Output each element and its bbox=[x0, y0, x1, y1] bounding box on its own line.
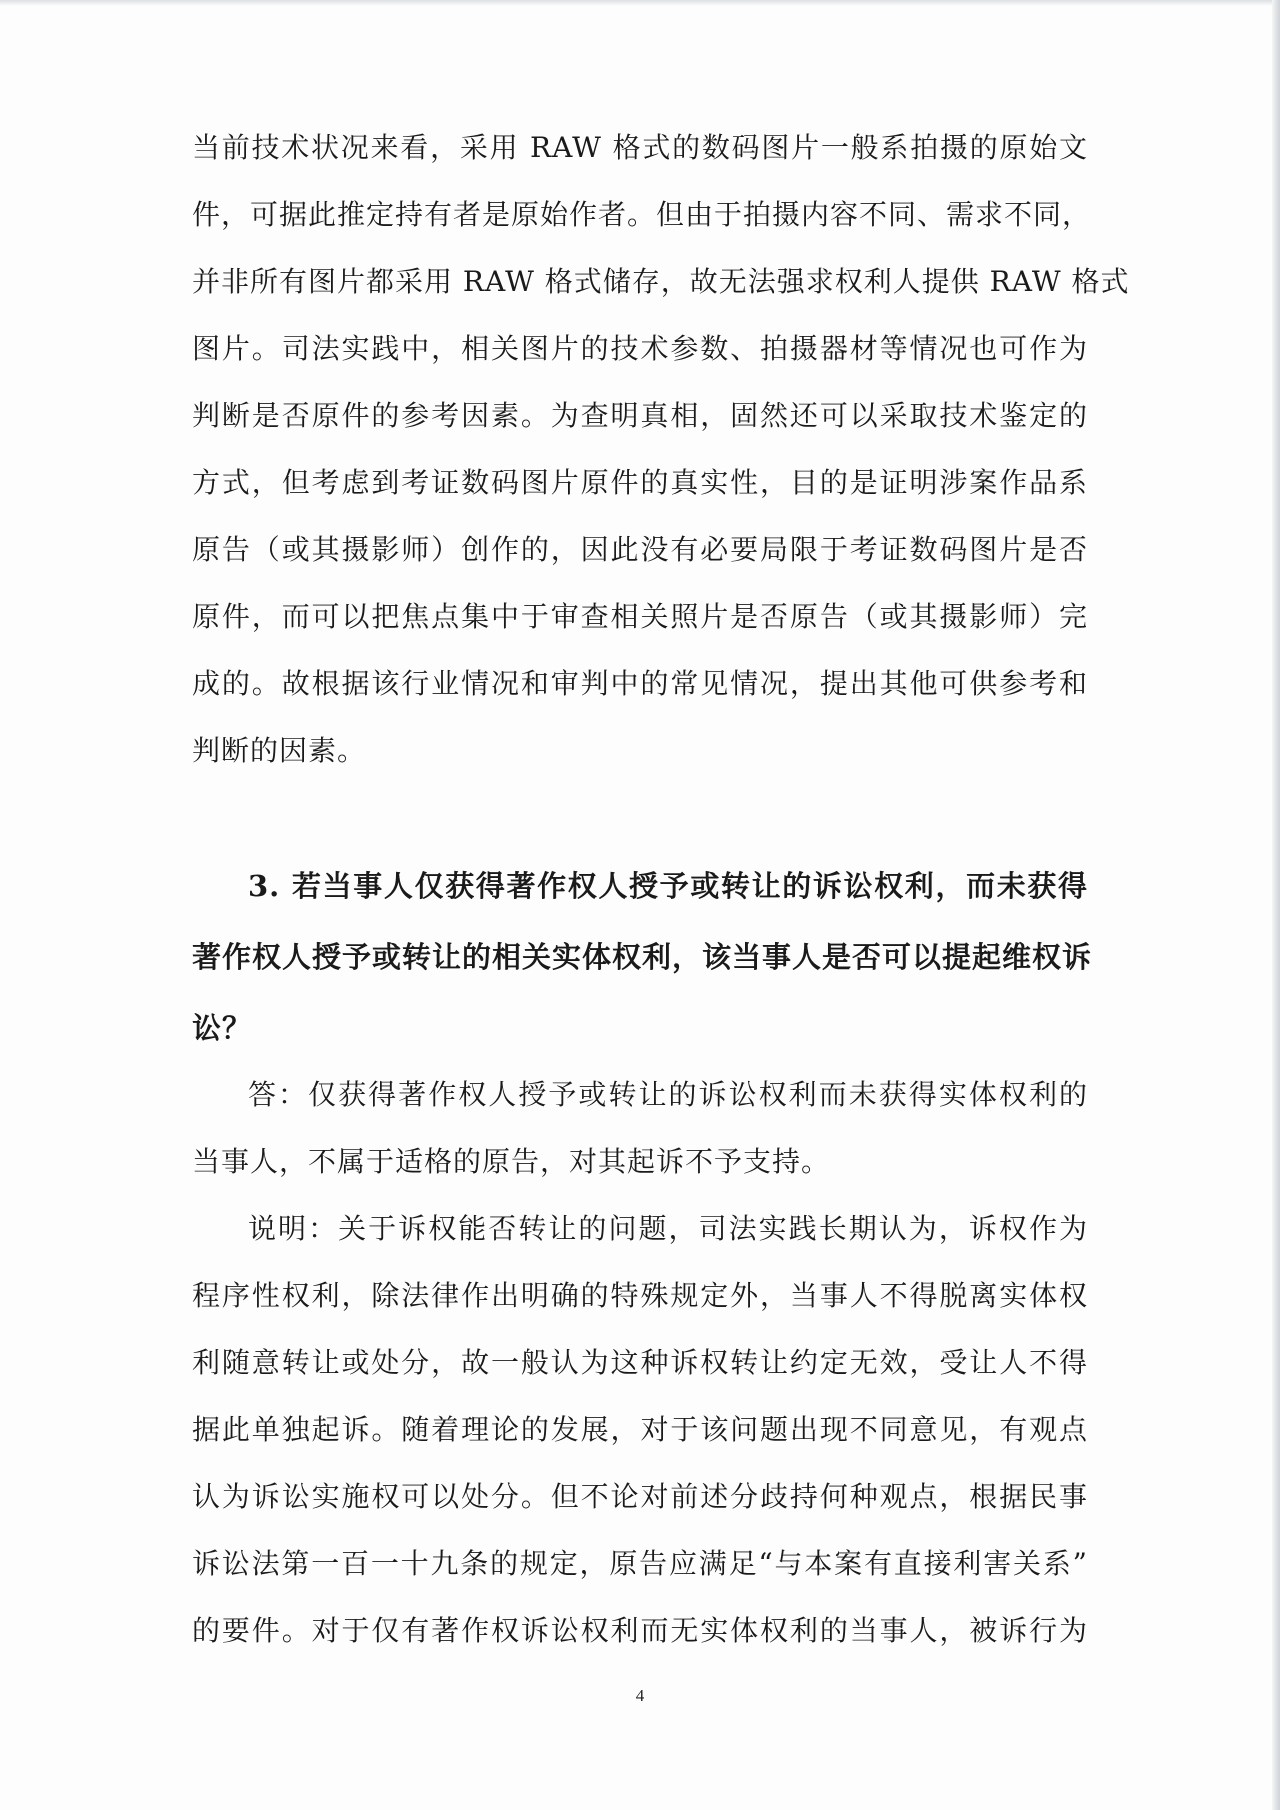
text-line: 图片。司法实践中，相关图片的技术参数、拍摄器材等情况也可作为 bbox=[192, 332, 1088, 365]
text-line: 并非所有图片都采用 RAW 格式储存，故无法强求权利人提供 RAW 格式 bbox=[192, 265, 1130, 298]
answer-paragraph bbox=[192, 1078, 1088, 1179]
page-number: 4 bbox=[635, 1686, 645, 1705]
answer-line: 答：仅获得著作权人授予或转让的诉讼权利而未获得实体权利的 bbox=[248, 1078, 1088, 1111]
text-line: 原告（或其摄影师）创作的，因此没有必要局限于考证数码图片是否 bbox=[192, 533, 1088, 566]
question-heading bbox=[192, 869, 1093, 1045]
question-line: 讼？ bbox=[192, 1011, 253, 1045]
explanation-line: 的要件。对于仅有著作权诉讼权利而无实体权利的当事人，被诉行为 bbox=[192, 1614, 1088, 1647]
text-line: 当前技术状况来看，采用 RAW 格式的数码图片一般系拍摄的原始文 bbox=[192, 131, 1088, 164]
text-line: 方式，但考虑到考证数码图片原件的真实性，目的是证明涉案作品系 bbox=[192, 466, 1088, 499]
question-line: 著作权人授予或转让的相关实体权利，该当事人是否可以提起维权诉 bbox=[192, 940, 1093, 974]
page-content bbox=[192, 131, 1130, 1648]
text-line: 成的。故根据该行业情况和审判中的常见情况，提出其他可供参考和 bbox=[192, 667, 1088, 700]
answer-line: 当事人，不属于适格的原告，对其起诉不予支持。 bbox=[192, 1145, 831, 1178]
scan-right-edge bbox=[1272, 0, 1280, 1810]
explanation-line: 诉讼法第一百一十九条的规定，原告应满足“与本案有直接利害关系” bbox=[192, 1547, 1088, 1580]
explanation-paragraph bbox=[192, 1212, 1088, 1648]
text-line: 判断是否原件的参考因素。为查明真相，固然还可以采取技术鉴定的 bbox=[192, 399, 1088, 432]
text-line: 判断的因素。 bbox=[192, 734, 367, 767]
question-line: 3. 若当事人仅获得著作权人授予或转让的诉讼权利，而未获得 bbox=[248, 869, 1088, 903]
text-line: 原件，而可以把焦点集中于审查相关照片是否原告（或其摄影师）完 bbox=[192, 600, 1088, 633]
text-line: 件，可据此推定持有者是原始作者。但由于拍摄内容不同、需求不同， bbox=[192, 198, 1092, 231]
scan-top-shadow bbox=[0, 0, 1280, 6]
explanation-line: 程序性权利，除法律作出明确的特殊规定外，当事人不得脱离实体权 bbox=[192, 1279, 1088, 1312]
continued-paragraph bbox=[192, 131, 1130, 768]
explanation-line: 利随意转让或处分，故一般认为这种诉权转让约定无效，受让人不得 bbox=[192, 1346, 1088, 1379]
explanation-line: 说明：关于诉权能否转让的问题，司法实践长期认为，诉权作为 bbox=[248, 1212, 1088, 1245]
explanation-line: 据此单独起诉。随着理论的发展，对于该问题出现不同意见，有观点 bbox=[192, 1413, 1088, 1446]
explanation-line: 认为诉讼实施权可以处分。但不论对前述分歧持何种观点，根据民事 bbox=[192, 1480, 1088, 1513]
